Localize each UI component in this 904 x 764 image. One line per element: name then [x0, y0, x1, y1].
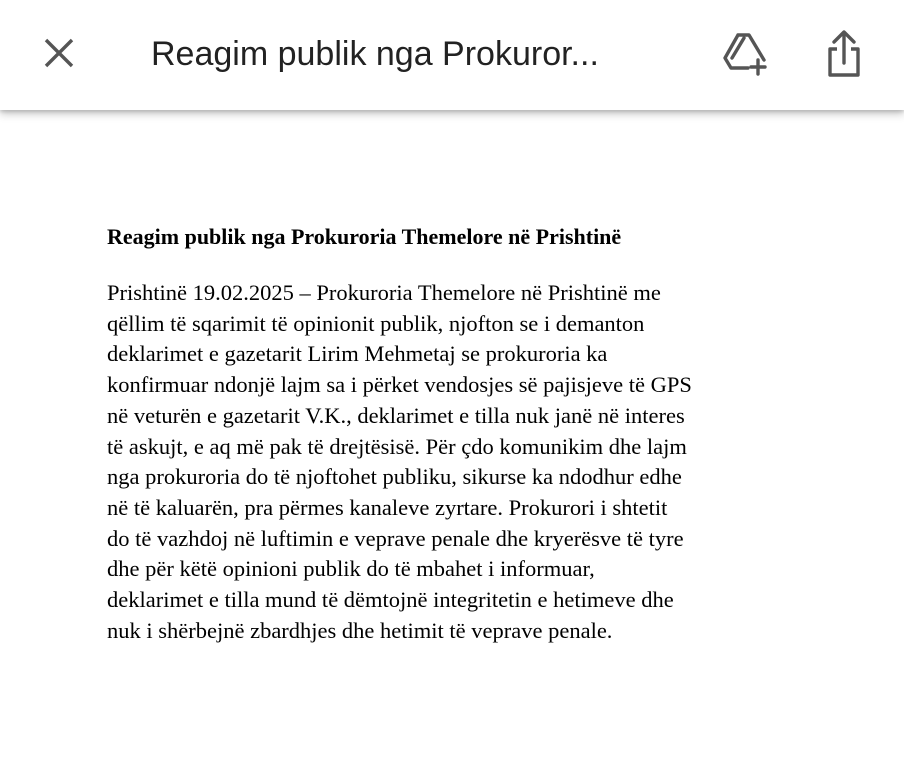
paragraph-line: deklarimet e tilla mund të dëmtojnë integritetin e hetimeve dhe [107, 587, 674, 613]
close-icon [41, 35, 77, 71]
document-body [107, 222, 807, 646]
paragraph-line: nuk i shërbejnë zbardhjes dhe hetimit të veprave penale. [107, 617, 613, 643]
share-icon [824, 27, 864, 79]
add-to-drive-icon [720, 30, 770, 76]
document-paragraph [107, 278, 807, 646]
paragraph-line: do të vazhdoj në luftimin e veprave penale dhe kryerësve të tyre [107, 525, 684, 551]
paragraph-line: të askujt, e aq më pak të drejtësisë. Për çdo komunikim dhe lajm [107, 433, 687, 459]
paragraph-line: nga prokuroria do të njoftohet publiku, sikurse ka ndodhur edhe [107, 464, 682, 490]
share-button[interactable] [816, 25, 872, 81]
paragraph-line: konfirmuar ndonjë lajm sa i përket vendosjes së pajisjeve të GPS [107, 372, 692, 398]
paragraph-line: në të kaluarën, pra përmes kanaleve zyrtare. Prokurori i shtetit [107, 494, 668, 520]
document-heading: Reagim publik nga Prokuroria Themelore në Prishtinë [107, 224, 622, 249]
add-to-drive-button[interactable] [717, 25, 773, 81]
paragraph-line: qëllim të sqarimit të opinionit publik, njofton se i demanton [107, 310, 645, 336]
app-bar [0, 0, 904, 110]
paragraph-line: Prishtinë 19.02.2025 – Prokuroria Themelore në Prishtinë me [107, 280, 661, 305]
paragraph-line: dhe për këtë opinioni publik do të mbahet i informuar, [107, 556, 595, 582]
close-button[interactable] [31, 25, 87, 81]
document-title: Reagim publik nga Prokuror... [151, 35, 599, 73]
paragraph-line: në veturën e gazetarit V.K., deklarimet e tilla nuk janë në interes [107, 402, 685, 428]
paragraph-line: deklarimet e gazetarit Lirim Mehmetaj se prokuroria ka [107, 341, 608, 367]
